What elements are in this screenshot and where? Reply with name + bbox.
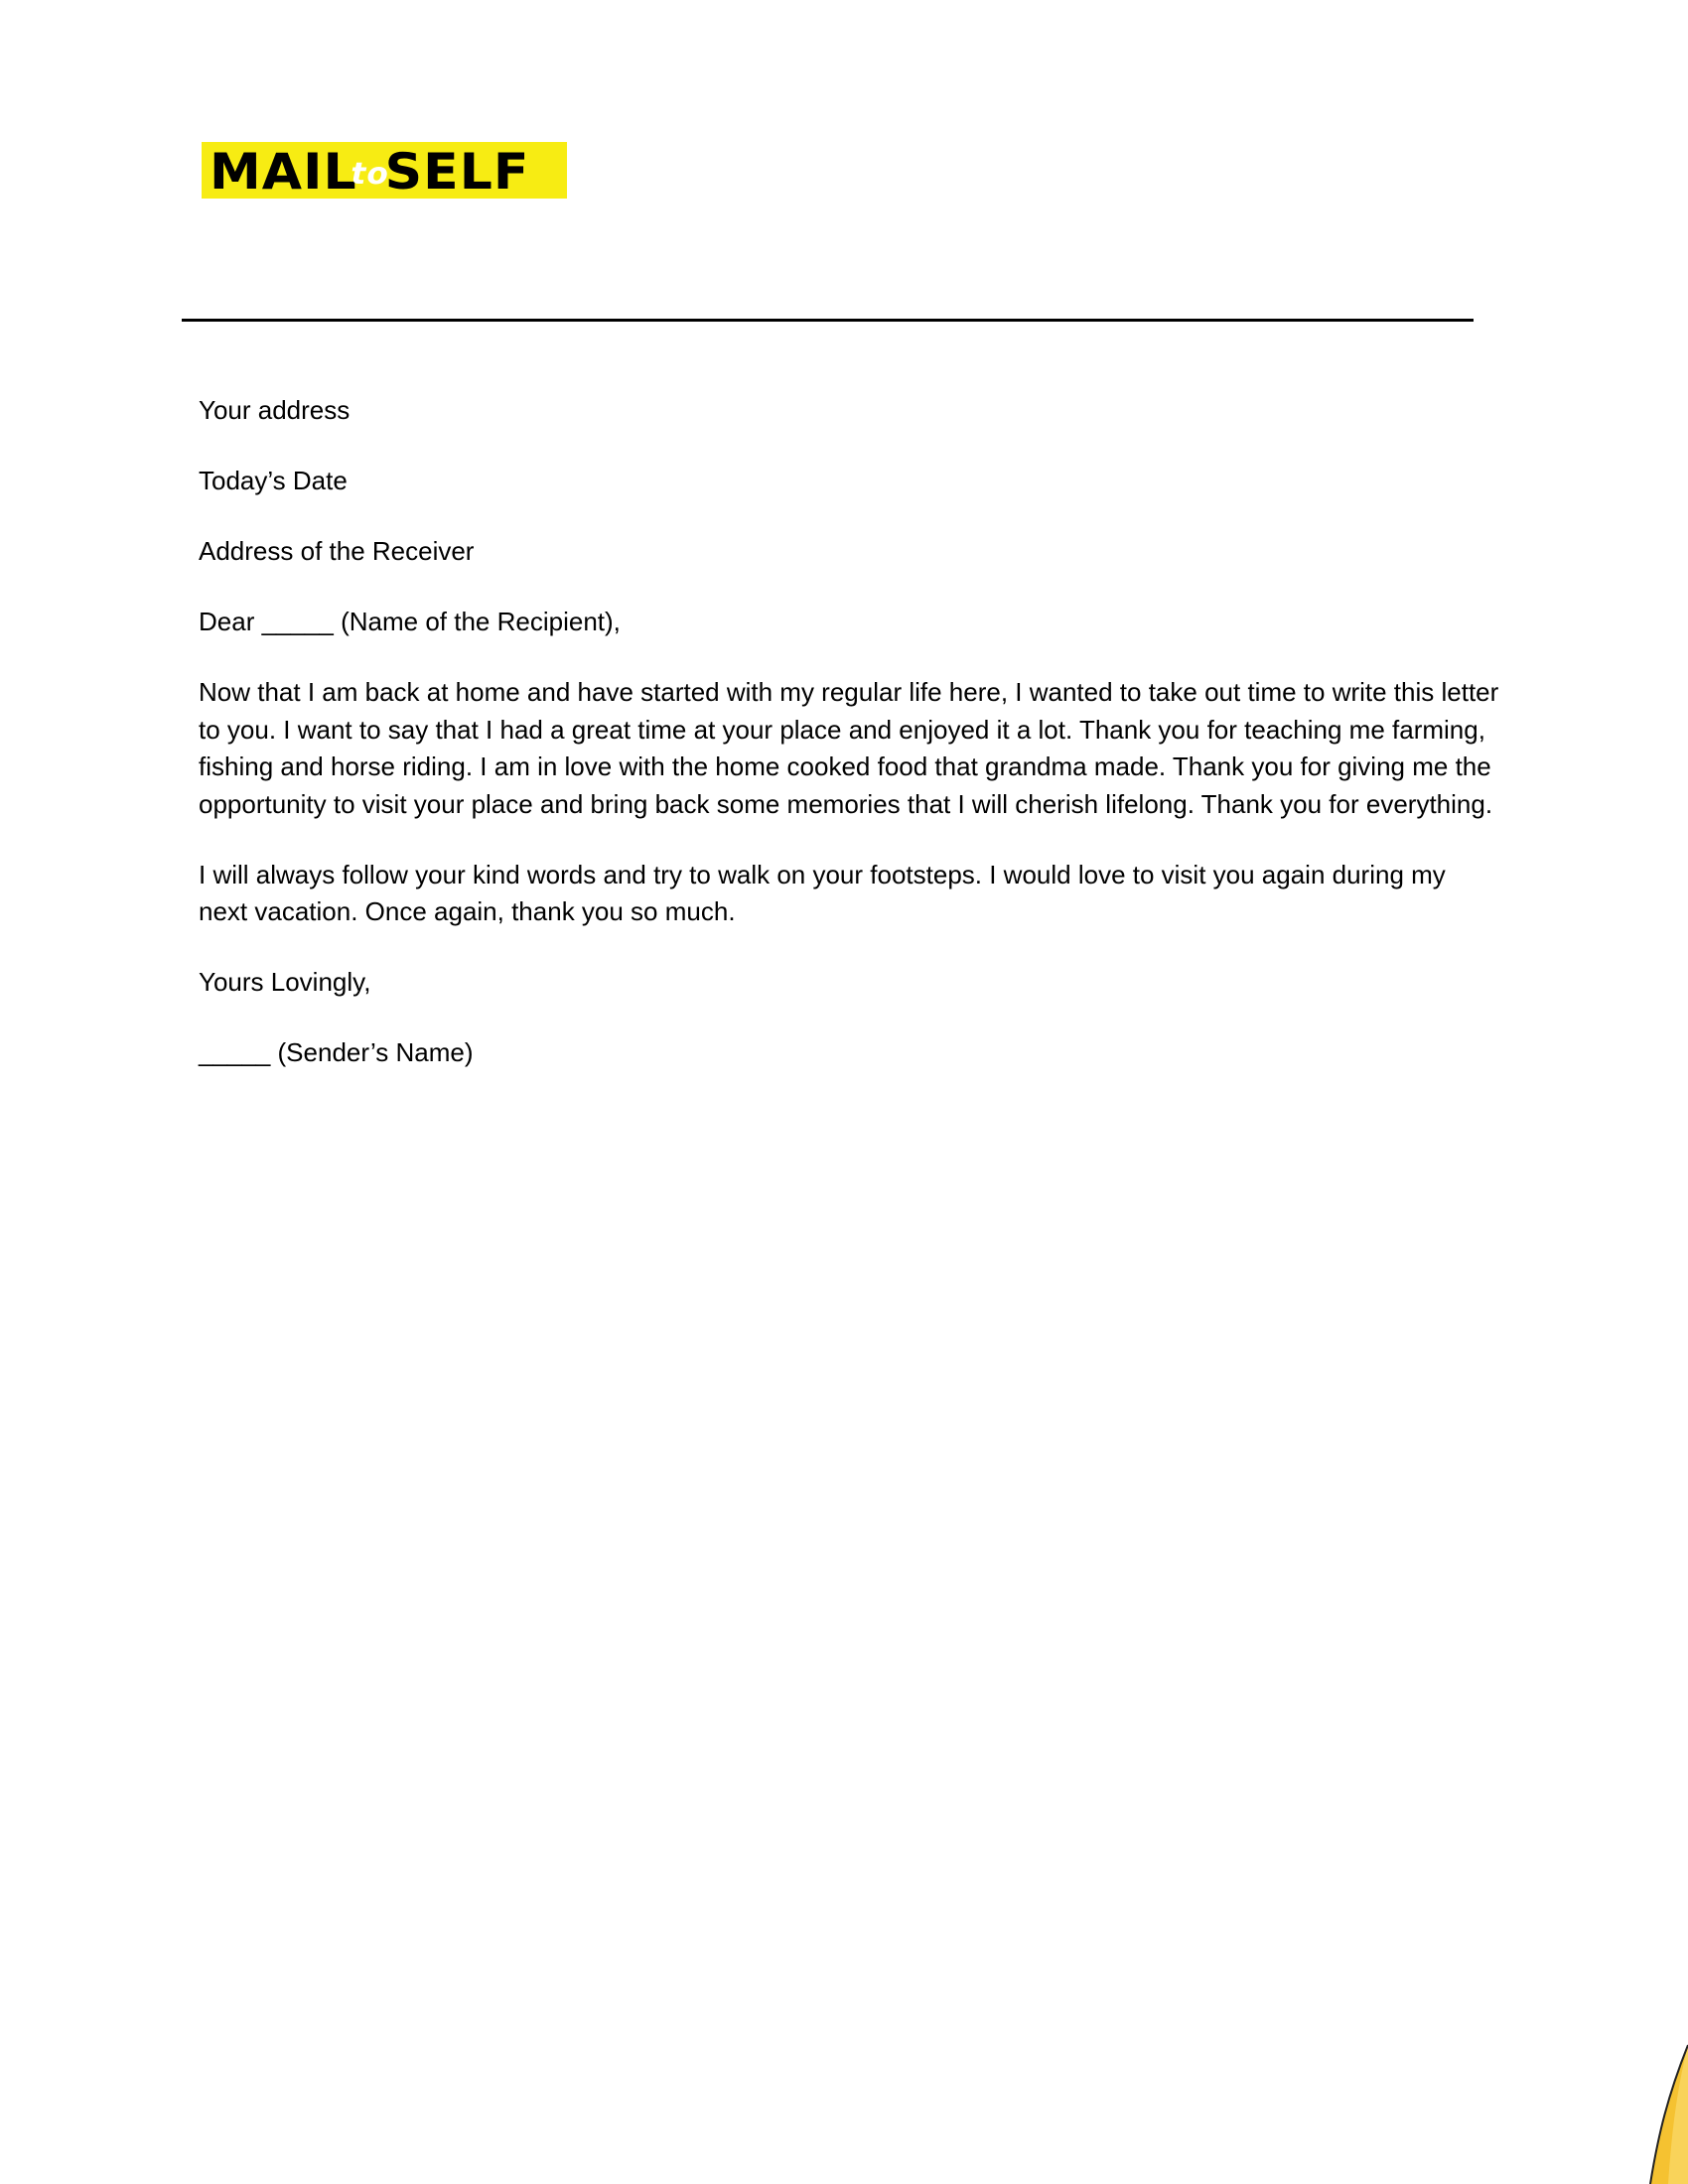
receiver-address: Address of the Receiver bbox=[199, 536, 475, 566]
logo-text-self: SELF bbox=[384, 143, 530, 199]
letter-body bbox=[199, 392, 1499, 1105]
sender-address: Your address bbox=[199, 395, 351, 425]
closing: Yours Lovingly, bbox=[199, 967, 371, 997]
logo-wordmark bbox=[210, 144, 529, 199]
logo-text-mail: MAIL bbox=[210, 143, 357, 199]
header-divider bbox=[182, 319, 1474, 322]
logo-text-to: to bbox=[351, 157, 389, 192]
salutation: Dear _____ (Name of the Recipient), bbox=[199, 607, 621, 636]
body-paragraph-2: I will always follow your kind words and try to walk on your footsteps. I would love to visit you again during my next vacation. Once again, thank you so much. bbox=[199, 859, 1446, 926]
letter-date: Today’s Date bbox=[199, 466, 348, 495]
body-paragraph-1: Now that I am back at home and have started with my regular life here, I wanted to take out time to write this letter to you. I want to say that I had a great time at your place and enjoyed it a lot. Thank you for teaching me farming, fishing and horse riding. I am in love with the home cooked food that grandma made. Thank you for giving me the opportunity to visit your place and bring back some memories that I will cherish lifelong. Thank you for everything. bbox=[199, 677, 1499, 819]
corner-decoration bbox=[1628, 2005, 1688, 2184]
brand-logo bbox=[202, 142, 567, 199]
signature-line: _____ (Sender’s Name) bbox=[199, 1037, 474, 1067]
